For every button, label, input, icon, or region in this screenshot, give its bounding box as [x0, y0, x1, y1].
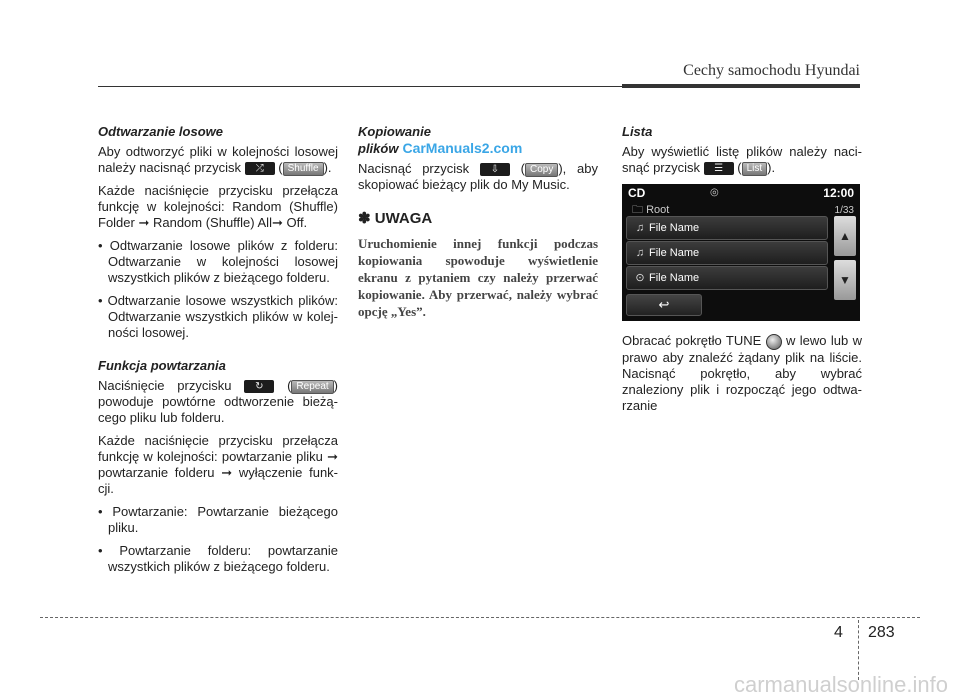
repeat-icon[interactable]: ↻ [244, 380, 274, 393]
shuffle-instruction: Aby odtworzyć pliki w kolejności losowej należy nacisnąć przycisk ⤮ ( Shuffle ). [98, 144, 338, 175]
list-icon[interactable]: ☰ [704, 162, 734, 175]
folder-icon: 🗀 [632, 204, 643, 216]
watermark-carmanualsonline: carmanualsonline.info [733, 672, 948, 697]
column-middle [358, 124, 598, 320]
repeat-instruction: Naciśnięcie przycisku ↻ ( Repeat ) powoduje powtórne odtworzenie bieżą-cego pliku lub folderu. [98, 378, 338, 425]
shuffle-text-b: ). [323, 160, 332, 175]
repeat-button[interactable]: Repeat [291, 380, 333, 394]
music-note-icon: ♫ [635, 222, 645, 234]
scroll-up-button[interactable]: ▲ [834, 216, 856, 256]
copy-button[interactable]: Copy [525, 163, 558, 177]
copy-text-a: Nacisnąć przycisk [358, 161, 470, 176]
repeat-text-b: ) powoduje powtórne odtworzenie bieżą-cego pliku lub folderu. [98, 378, 338, 425]
file-name: File Name [649, 247, 700, 259]
shuffle-modes: Każde naciśnięcie przycisku przełącza funkcję w kolejności: Random (Shuffle) Folder ➞ Random (Shuffle) All➞ Off. [98, 183, 338, 230]
disc-icon: ◎ [710, 187, 719, 198]
header-rule-thick [622, 84, 860, 88]
tune-text-b: w lewo lub w prawo aby znaleźć żądany plik na liście. Nacisnąć pokrętło, aby wybrać znaleziony plik i rozpocząć jego odtwa-rzanie [622, 333, 862, 413]
shuffle-button[interactable]: Shuffle [283, 162, 324, 176]
screen-status-bar [622, 184, 860, 198]
screen-time: 12:00 [823, 186, 854, 200]
back-arrow-icon: ↩ [658, 297, 670, 312]
repeat-text-a: Naciśnięcie przycisku [98, 378, 232, 393]
screen-folder-label: Root [646, 204, 670, 216]
shuffle-bullet-folder: • Odtwarzanie losowe plików z folderu: Odtwarzanie w kolejności losowej wszystkich plików z bieżącego folderu. [98, 238, 338, 285]
column-left [98, 124, 338, 582]
tune-instruction [622, 333, 862, 414]
shuffle-icon[interactable]: ⤮ [245, 162, 275, 175]
repeat-modes: Każde naciśnięcie przycisku przełącza funkcję w kolejności: powtarzanie pliku ➞ powtarzanie folderu ➞ wyłączenie funk-cji. [98, 433, 338, 496]
tune-text-a: Obracać pokrętło TUNE [622, 333, 762, 348]
section-title-copy [358, 124, 598, 157]
shuffle-bullet-all: • Odtwarzanie losowe wszystkich plików: Odtwarzanie wszystkich plików w kolej-ności losowej. [98, 293, 338, 340]
list-button[interactable]: List [742, 162, 768, 176]
screen-source: CD [628, 186, 646, 200]
copy-title-text: Kopiowanie plików [358, 124, 431, 156]
page-number: 283 [868, 624, 895, 641]
copy-icon[interactable]: ⇩ [480, 163, 510, 176]
chapter-number: 4 [834, 624, 843, 641]
back-button[interactable] [626, 294, 702, 316]
header-title: Cechy samochodu Hyundai [683, 62, 860, 79]
watermark-carmanuals2: CarManuals2.com [402, 140, 523, 156]
shuffle-text-a: Aby odtworzyć pliki w kolejności losowej należy nacisnąć przycisk [98, 144, 338, 175]
list-text-b: ). [767, 160, 776, 175]
play-icon: ⊙ [635, 272, 645, 284]
copy-instruction: Nacisnąć przycisk ⇩ ( Copy ), aby skopiować bieżący plik do My Music. [358, 161, 598, 192]
section-title-shuffle: Odtwarzanie losowe [98, 124, 223, 139]
scroll-down-button[interactable]: ▼ [834, 260, 856, 300]
note-text: Uruchomienie innej funkcji podczas kopiowania spowoduje wyświetlenie ekranu z pytaniem czy należy przerwać kopiowanie. Aby przerwać, należy wybrać opcję „Yes”. [358, 236, 598, 319]
file-row-3[interactable] [626, 266, 828, 290]
note-title: ✽ UWAGA [358, 210, 433, 227]
repeat-bullet-folder: • Powtarzanie folderu: powtarzanie wszystkich plików z bieżącego folderu. [98, 543, 338, 574]
list-text-a: Aby wyświetlić listę plików należy naci-snąć przycisk [622, 144, 862, 175]
footer-divider [858, 620, 859, 680]
file-row-1[interactable] [626, 216, 828, 240]
file-row-2[interactable] [626, 241, 828, 265]
screen-count: 1/33 [834, 205, 854, 216]
footer-rule [40, 617, 920, 618]
column-right [622, 124, 862, 421]
copy-text-b: ), aby skopiować bieżący plik do My Music. [358, 161, 598, 192]
list-screen [622, 184, 860, 321]
file-name: File Name [649, 222, 700, 234]
file-name: File Name [649, 272, 700, 284]
section-title-repeat: Funkcja powtarzania [98, 358, 226, 373]
music-note-icon: ♫ [635, 247, 645, 259]
section-title-list: Lista [622, 124, 653, 139]
list-instruction: Aby wyświetlić listę plików należy naci-snąć przycisk ☰ ( List ). [622, 144, 862, 175]
repeat-bullet-file: • Powtarzanie: Powtarzanie bieżącego pliku. [98, 504, 338, 535]
tune-knob-icon [766, 334, 782, 350]
